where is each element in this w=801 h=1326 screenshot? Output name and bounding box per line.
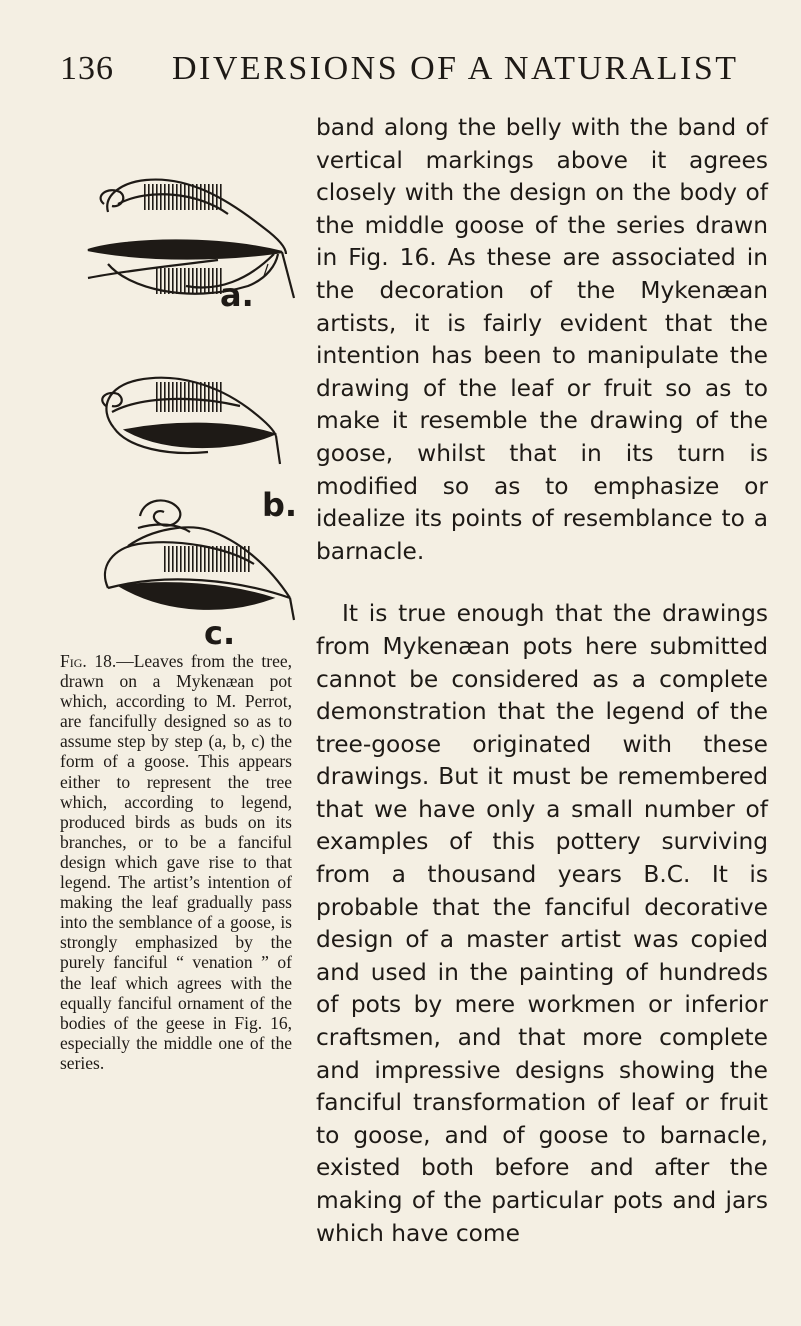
- leaf-drawing-a: [88, 180, 294, 298]
- running-head: DIVERSIONS OF A NATURALIST: [172, 50, 739, 87]
- figure-leaf-to-goose: [68, 168, 298, 668]
- figure-label-b: b.: [262, 486, 298, 524]
- paragraph: It is true enough that the drawings from Mykenæan pots here submitted cannot be considered as a complete demonstration that the legend of the tree-goose originated with these drawings. But it must be remembered that we have only a small number of examples of this pottery surviving from a thousand years B.C. It is probable that the fanciful decorative design of a master artist was copied and used in the painting of hundreds of pots by mere workmen or inferior craftsmen, and that more complete and impressive designs showing the fanciful transformation of leaf or fruit to goose, and of goose to barnacle, existed both before and after the making of the particular pots and jars which have come: [316, 600, 768, 1247]
- figure-drawing: [68, 168, 298, 668]
- paragraph: band along the belly with the band of vertical markings above it agrees closely with the design on the body of the middle goose of the series drawn in Fig. 16. As these are associated in the decoration of the Mykenæan artists, it is fairly evident that the intention has been to manipulate the drawing of the leaf or fruit so as to make it resemble the drawing of the goose, whilst that in its turn is modified so as to emphasize or idealize its points of resemblance to a barnacle.: [316, 114, 768, 565]
- page-header: [0, 50, 801, 90]
- caption-text: —Leaves from the tree, drawn on a Mykenæan pot which, according to M. Perrot, are fancifully designed so as to assume step by step (a, b, c) the form of a goose. This appears either to represent the tree which, according to legend, produced birds as buds on its branches, or to be a fanciful design which gave rise to that legend. The artist’s intention of making the leaf gradually pass into the semblance of a goose, is strongly emphasized by the purely fanciful “ venation ” of the leaf which agrees with the equally fanciful ornament of the bodies of the geese in Fig. 16, especially the middle one of the series.: [60, 651, 292, 1073]
- leaf-drawing-b: [102, 378, 280, 464]
- page-number: 136: [60, 50, 114, 87]
- figure-label-c: c.: [204, 614, 236, 652]
- figure-caption: [60, 651, 292, 1073]
- figure-label-a: a.: [220, 276, 254, 314]
- body-text: [316, 112, 768, 1250]
- caption-lead: Fig. 18.: [60, 651, 117, 671]
